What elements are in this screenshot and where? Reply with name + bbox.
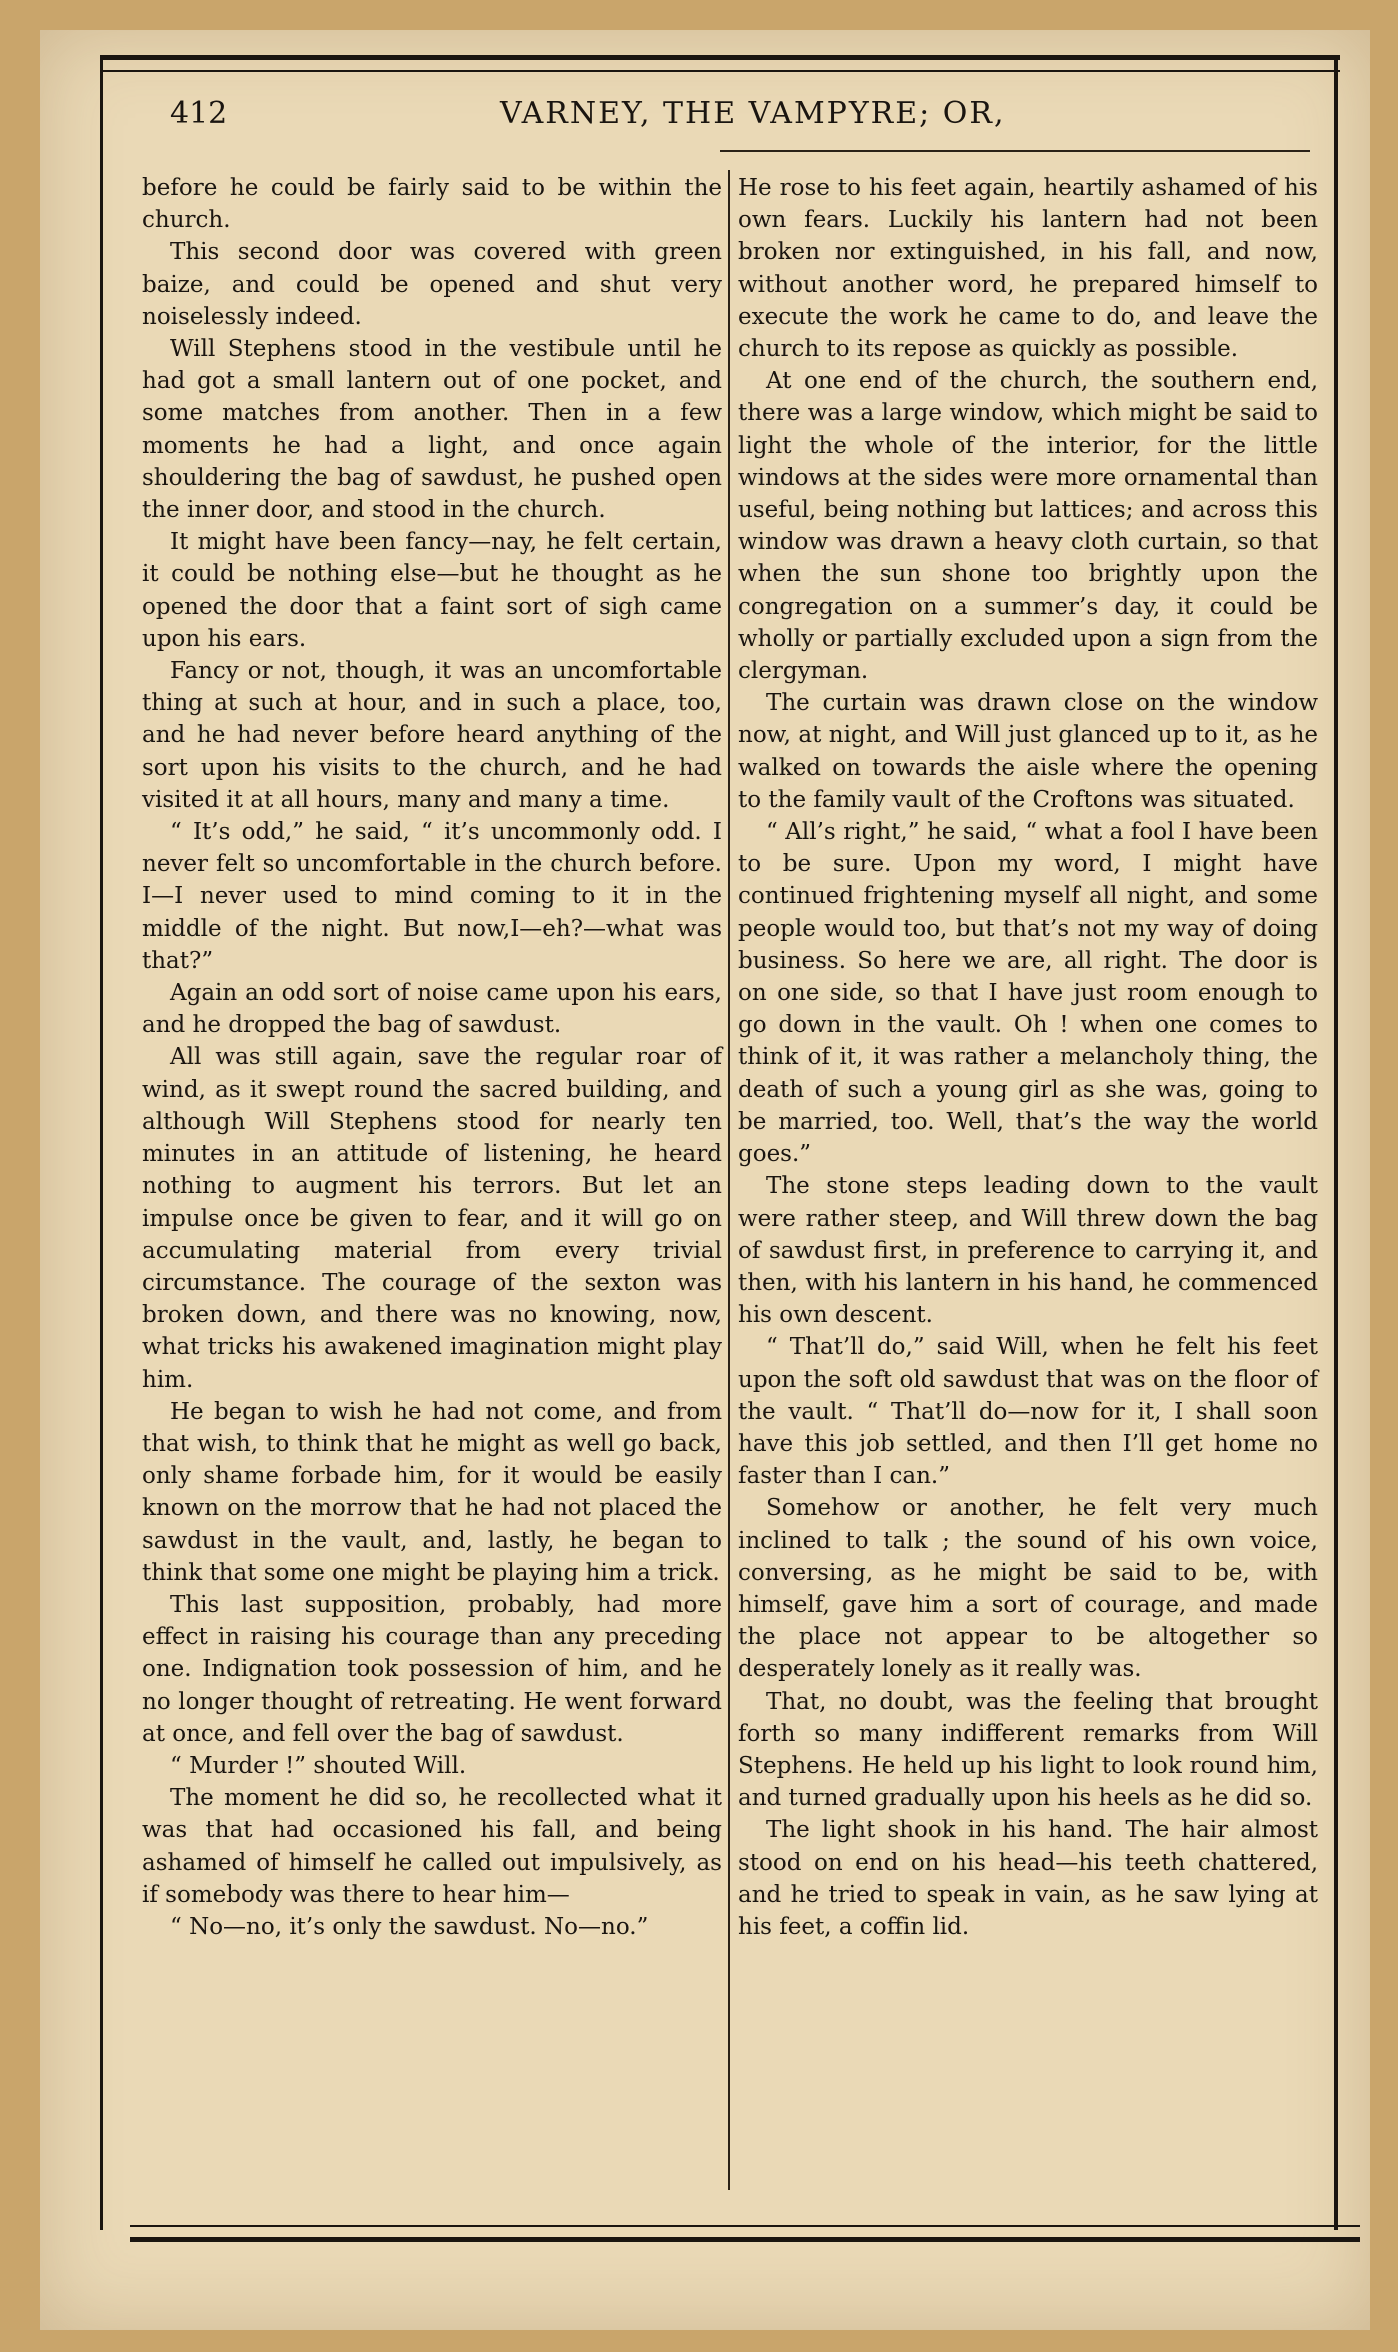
left-border-rule (100, 55, 103, 2230)
paragraph: “ That’ll do,” said Will, when he felt his feet upon the soft old sawdust that was on the floor of the vault. “ That’ll do—now for it, I shall soon have this job settled, and then I’ll get home no faster than I can.” (738, 1334, 1318, 1490)
paragraph: Again an odd sort of noise came upon his ears, and he dropped the bag of sawdust. (142, 980, 722, 1039)
paragraph: He rose to his feet again, heartily ashamed of his own fears. Luckily his lantern had not been broken nor extinguished, in his fall, and now, without another word, he prepared himself to execute the work he came to do, and leave the church to its repose as quickly as possible. (738, 175, 1318, 363)
column-divider (728, 170, 730, 2190)
paragraph: before he could be fairly said to be within the church. (142, 175, 722, 234)
paragraph: The stone steps leading down to the vault were rather steep, and Will threw down the bag of sawdust first, in preference to carrying it, and then, with his lantern in his hand, he commenced his own descent. (738, 1173, 1318, 1329)
left-column (142, 172, 722, 1943)
paragraph: “ It’s odd,” he said, “ it’s uncommonly odd. I never felt so uncomfortable in the church before. I—I never used to mind coming to it in the middle of the night. But now,I—eh?—what was that?” (142, 819, 722, 974)
paragraph: At one end of the church, the southern end, there was a large window, which might be said to light the whole of the interior, for the little windows at the sides were more ornamental than useful, being nothing but lattices; and across this window was drawn a heavy cloth curtain, so that when the sun shone too brightly upon the congregation on a summer’s day, it could be wholly or partially excluded upon a sign from the clergyman. (738, 368, 1318, 685)
paragraph: It might have been fancy—nay, he felt certain, it could be nothing else—but he thought as he opened the door that a faint sort of sigh came upon his ears. (142, 529, 722, 652)
running-title: VARNEY, THE VAMPYRE; OR, (500, 96, 1006, 131)
paragraph: Fancy or not, though, it was an uncomfortable thing at such at hour, and in such a place, too, and he had never before heard anything of the sort upon his visits to the church, and he had visited it at all hours, many and many a time. (142, 658, 722, 813)
paragraph: Somehow or another, he felt very much inclined to talk ; the sound of his own voice, conversing, as he might be said to be, with himself, gave him a sort of courage, and made the place not appear to be altogether so desperately lonely as it really was. (738, 1495, 1318, 1683)
paragraph: “ All’s right,” he said, “ what a fool I have been to be sure. Upon my word, I might have continued frightening myself all night, and some people would too, but that’s not my way of doing business. So here we are, all right. The door is on one side, so that I have just room enough to go down in the vault. Oh ! when one comes to think of it, it was rather a melancholy thing, the death of such a young girl as she was, going to be married, too. Well, that’s the way the world goes.” (738, 819, 1318, 1168)
paragraph: This last supposition, probably, had more effect in raising his courage than any preceding one. Indignation took possession of him, and he no longer thought of retreating. He went forward at once, and fell over the bag of sawdust. (142, 1591, 722, 1747)
bottom-border-rule (130, 2225, 1360, 2242)
right-column (738, 172, 1318, 1943)
paragraph: The light shook in his hand. The hair almost stood on end on his head—his teeth chattered, and he tried to speak in vain, as he saw lying at his feet, a coffin lid. (738, 1817, 1318, 1940)
paragraph: Will Stephens stood in the vestibule until he had got a small lantern out of one pocket, and some matches from another. Then in a few moments he had a light, and once again shouldering the bag of sawdust, he pushed open the inner door, and stood in the church. (142, 336, 722, 524)
paragraph: “ Murder !” shouted Will. (170, 1752, 467, 1779)
top-border-rule (100, 55, 1340, 72)
header-underline (720, 150, 1310, 152)
paragraph: The moment he did so, he recollected what it was that had occasioned his fall, and being ashamed of himself he called out impulsively, as if somebody was there to hear him— (142, 1785, 722, 1908)
right-border-rule (1334, 55, 1338, 2230)
paragraph: This second door was covered with green baize, and could be opened and shut very noiselessly indeed. (142, 239, 722, 330)
paragraph: That, no doubt, was the feeling that brought forth so many indifferent remarks from Will Stephens. He held up his light to look round him, and turned gradually upon his heels as he did so. (738, 1688, 1318, 1812)
paragraph: The curtain was drawn close on the window now, at night, and Will just glanced up to it, as he walked on towards the aisle where the opening to the family vault of the Croftons was situated. (738, 690, 1318, 813)
paragraph: “ No—no, it’s only the sawdust. No—no.” (170, 1913, 649, 1940)
paragraph: He began to wish he had not come, and from that wish, to think that he might as well go back, only shame forbade him, for it would be easily known on the morrow that he had not placed the sawdust in the vault, and, lastly, he began to think that some one might be playing him a trick. (142, 1398, 722, 1586)
page-number: 412 (170, 96, 228, 131)
paragraph: All was still again, save the regular roar of wind, as it swept round the sacred building, and although Will Stephens stood for nearly ten minutes in an attitude of listening, he heard nothing to augment his terrors. But let an impulse once be given to fear, and it will go on accumulating material from every trivial circumstance. The courage of the sexton was broken down, and there was no knowing, now, what tricks his awakened imagination might play him. (142, 1044, 722, 1393)
